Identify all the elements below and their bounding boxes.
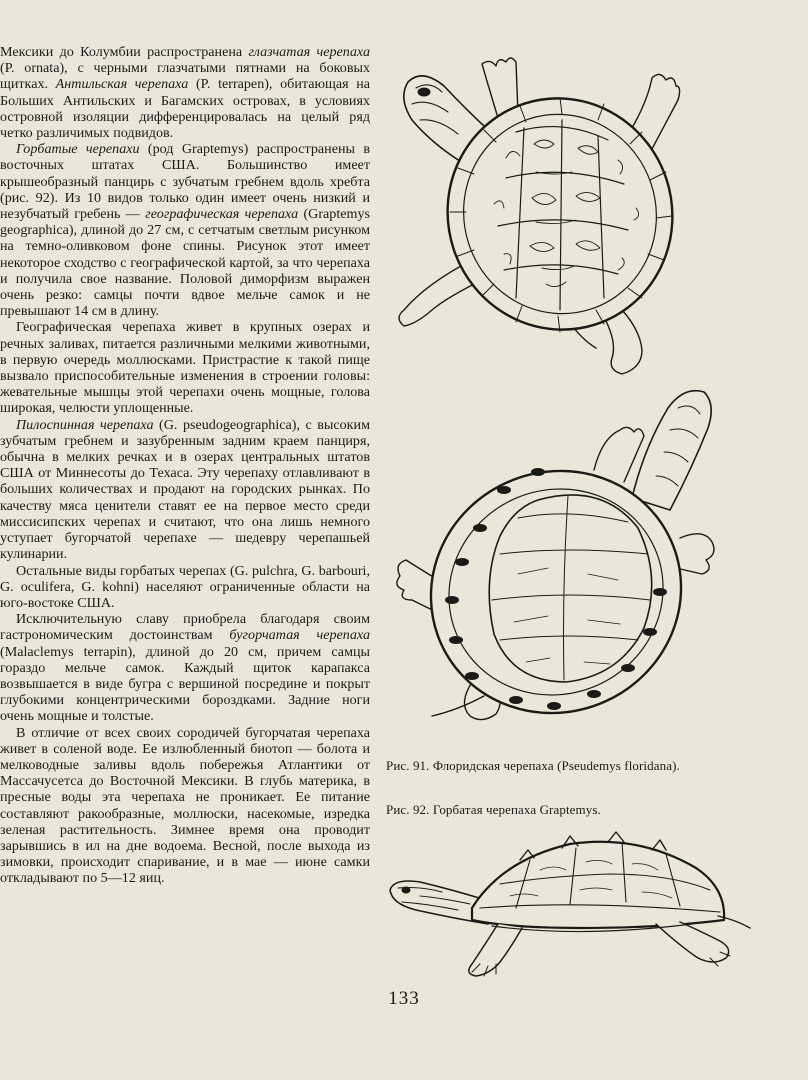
text-run: Географическая черепаха живет в крупных озерах и речных заливах, питается различными мелкими животными, в первую очередь моллюсками. Пристрастие к такой пище вызвало приспособительные изменения в строении головы: жевательные мышцы этой черепахи очень мощные, голова широкая, челюсти уплощенные. (0, 319, 370, 417)
paragraph (0, 725, 370, 887)
text-run: В отличие от всех своих сородичей бугорчатая черепаха живет в соленой воде. Ее излюбленный биотоп — болота и мелководные заливы вдоль побережья Атлантики от Массачусетса до Восточной Мексики. В глубь материка, в пресные воды эта черепаха не проникает. Ее питание составляют ракообразные, моллюски, насекомые, изредка зеленая растительность. Зимнее время она проводит зарывшись в ил на дне водоема. Весной, после выхода из зимовки, происходит спаривание, и в мае — июне самки откладывают по 5—12 яиц. (0, 724, 370, 887)
figure-92-side-turtle-illustration (380, 824, 756, 984)
paragraph (0, 563, 370, 612)
paragraph (0, 611, 370, 724)
paragraph (0, 417, 370, 563)
text-run: (P. terrapen), обитающая на Больших Антильских и Багамских островах, в условиях островной изоляции дифференцировалась на целый ряд четко различимых подвидов. (0, 76, 371, 142)
page-number: 133 (388, 988, 420, 1009)
text-run: (P. ornata), с черными глазчатыми пятнами на боковых щитках. (0, 60, 370, 93)
figure-92-caption: Рис. 92. Горбатая черепаха Graptemys. (386, 802, 601, 817)
italic-term: географическая черепаха (145, 206, 299, 223)
text-run: (род Graptemys) распространены в восточных штатах США. Большинство имеет крышеобразный панцирь с зубчатым гребнем вдоль хребта (рис. 92). Из 10 видов только один имеет очень низкий и незубчатый гребень — (0, 141, 370, 223)
text-run: Остальные виды горбатых черепах (G. pulchra, G. barbouri, G. oculifera, G. kohni) населяют ограниченные области на юго-востоке США. (0, 562, 370, 611)
figure-91-dorsal-turtle-illustration (386, 48, 698, 384)
text-run: (Malaclemys terrapin), длиной до 20 см, причем самцы гораздо мельче самок. Каждый щиток карапакса возвышается в виде бугра с вершиной посредине и покрыт глубокими концентрическими бороздками. Задние ноги очень мощные и толстые. (0, 643, 370, 725)
figure-91-caption: Рис. 91. Флоридская черепаха (Pseudemys floridana). (386, 758, 680, 773)
italic-term: глазчатая черепаха (248, 44, 370, 60)
text-run: (Graptemys geographica), длиной до 27 см, с сетчатым светлым рисунком на темно-оливковом фоне спины. Рисунок этот имеет некоторое сходство с географической картой, за что черепаха и получила свое название. Половой диморфизм выражен очень резко: самцы почти вдвое мельче самок и не превышают 14 см в длину. (0, 206, 370, 320)
body-text-column (0, 44, 370, 887)
paragraph (0, 319, 370, 416)
italic-term: Горбатые черепахи (16, 141, 140, 158)
figure-91-ventral-turtle-illustration (388, 378, 720, 730)
text-run: Исключительную славу приобрела благодаря своим гастрономическим достоинствам (0, 611, 370, 644)
italic-term: бугорчатая черепаха (229, 627, 370, 644)
paragraph (0, 141, 370, 319)
text-run: (G. pseudogeographica), с высоким зубчатым гребнем и зазубренным задним краем панциря, обычна в мелких речках и в озерах центральных штатов США от Миннесоты до Техаса. Эту черепаху отлавливают в больших количествах и продают на городских рынках. По качеству мяса ценители ставят ее на первое место среди миссисипских черепах и считают, что она лишь немного уступает бугорчатой черепахе — шедевру черепашьей кулинарии. (0, 416, 370, 563)
paragraph (0, 44, 370, 141)
italic-term: Пилоспинная черепаха (16, 416, 154, 433)
italic-term: Антильская черепаха (55, 76, 189, 93)
text-run: Мексики до Колумбии распространена (0, 44, 249, 60)
